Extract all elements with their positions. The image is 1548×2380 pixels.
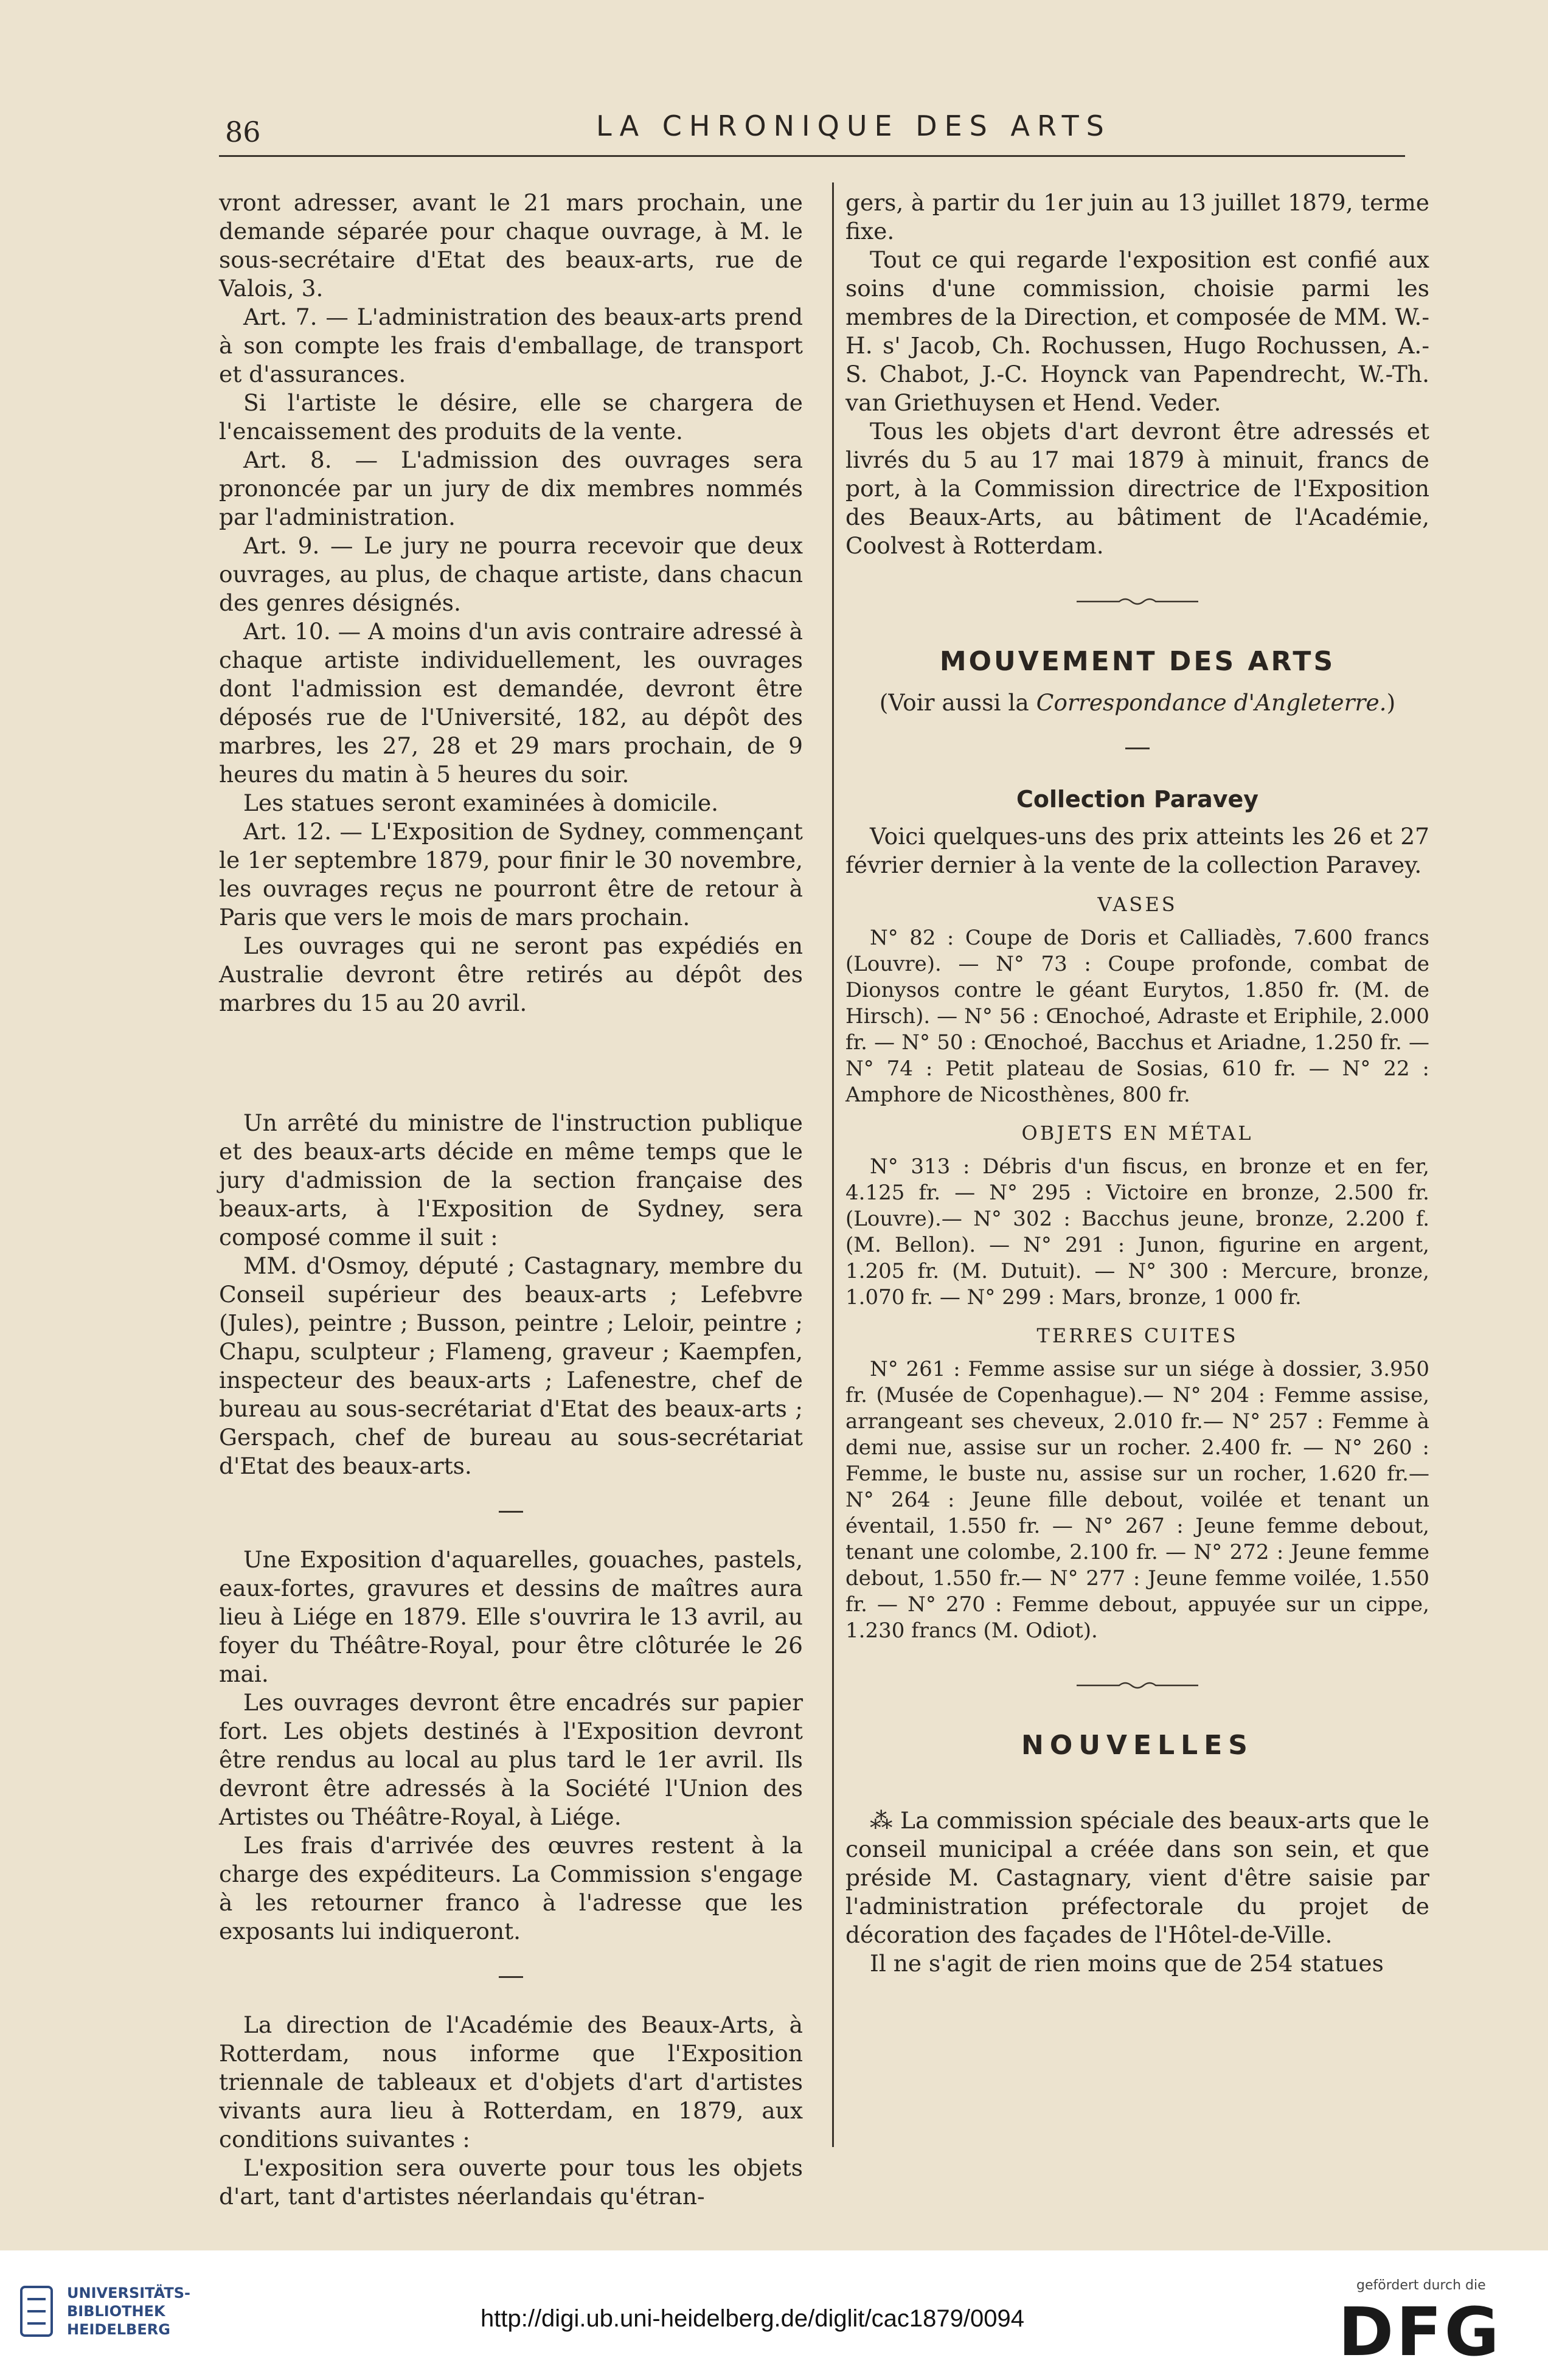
separator-dash [219, 1961, 803, 1990]
paragraph: Si l'artiste le désire, elle se chargera de l'encaissement des produits de la vente. [219, 389, 803, 445]
paragraph: N° 82 : Coupe de Doris et Calliadès, 7.600 francs (Louvre). — N° 73 : Coupe profonde, combat de Dionysos contre le géant Eurytos, 1.850 fr. (M. de Hirsch). — N° 56 : Œnochoé, Adraste et Eriphile, 2.000 fr. — N° 50 : Œnochoé, Bacchus et Ariadne, 1.250 fr. — N° 74 : Petit plateau de Sosias, 610 fr. — N° 22 : Amphore de Nicosthènes, 800 fr. [845, 926, 1429, 1107]
institution-name: UNIVERSITÄTS- BIBLIOTHEK HEIDELBERG [67, 2285, 191, 2338]
subsection-heading: TERRES CUITES [1036, 1324, 1238, 1347]
paragraph: Les frais d'arrivée des œuvres restent à la charge des expéditeurs. La Commission s'engage à les retourner franco à l'adresse que les exposants lui indiqueront. [219, 1832, 803, 1945]
paragraph: Une Exposition d'aquarelles, gouaches, pastels, eaux-fortes, gravures et dessins de maîtres aura lieu à Liége en 1879. Elle s'ouvrira le 13 avril, au foyer du Théâtre-Royal, pour être clôturée le 26 mai. [219, 1546, 803, 1687]
left-column [219, 189, 803, 2211]
see-also-note: (Voir aussi la Correspondance d'Angleterre.) [879, 689, 1396, 716]
running-title: LA CHRONIQUE DES ARTS [596, 109, 1111, 142]
footer-bar [0, 2250, 1548, 2380]
subsection-heading: OBJETS EN MÉTAL [1021, 1122, 1254, 1145]
paragraph: Tous les objets d'art devront être adressés et livrés du 5 au 17 mai 1879 à minuit, francs de port, à la Commission directrice de l'Exposition des Beaux-Arts, au bâtiment de l'Académie, Coolvest à Rotterdam. [845, 418, 1429, 559]
separator-dash [219, 1496, 803, 1524]
dfg-logo: DFG [1338, 2293, 1502, 2371]
paragraph: ⁂ La commission spéciale des beaux-arts que le conseil municipal a créée dans son sein, et que préside M. Castagnary, vient d'être saisie par l'administration préfectorale du projet de décoration des façades de l'Hôtel-de-Ville. [845, 1807, 1429, 1948]
funding-label: gefördert durch die [1356, 2278, 1486, 2293]
collection-title: Collection Paravey [1016, 786, 1259, 813]
paragraph: Les ouvrages devront être encadrés sur papier fort. Les objets destinés à l'Exposition devront être rendus au local au plus tard le 1er avril. Ils devront être adressés à la Société l'Union des Artistes ou Théâtre-Royal, à Liége. [219, 1689, 803, 1830]
header-rule [219, 155, 1405, 157]
paragraph: Voici quelques-uns des prix atteints les 26 et 27 février dernier à la vente de la collection Paravey. [845, 823, 1429, 878]
separator-dash [845, 732, 1429, 761]
section-title: NOUVELLES [1021, 1730, 1254, 1761]
paragraph: N° 313 : Débris d'un fiscus, en bronze et en fer, 4.125 fr. — N° 295 : Victoire en bronze, 2.500 fr. (Louvre).— N° 302 : Bacchus jeune, bronze, 2.200 f. (M. Bellon). — N° 291 : Junon, figurine en argent, 1.205 fr. (M. Dutuit). — N° 300 : Mercure, bronze, 1.070 fr. — N° 299 : Mars, bronze, 1 000 fr. [845, 1154, 1429, 1310]
paragraph: Art. 8. — L'admission des ouvrages sera prononcée par un jury de dix membres nommés par l'administration. [219, 446, 803, 530]
university-seal-icon [18, 2284, 55, 2339]
paragraph: Art. 12. — L'Exposition de Sydney, commençant le 1er septembre 1879, pour finir le 30 novembre, les ouvrages reçus ne pourront être de retour à Paris que vers le mois de mars prochain. [219, 818, 803, 931]
paragraph: Art. 10. — A moins d'un avis contraire adressé à chaque artiste individuellement, les ouvrages dont l'admission est demandée, devront être déposés rue de l'Université, 182, au dépôt des marbres, les 27, 28 et 29 mars prochain, de 9 heures du matin à 5 heures du soir. [219, 618, 803, 788]
source-url-link[interactable]: http://digi.ub.uni-heidelberg.de/diglit/cac1879/0094 [481, 2305, 1024, 2332]
page-header [219, 91, 1405, 158]
paragraph: Art. 9. — Le jury ne pourra recevoir que deux ouvrages, au plus, de chaque artiste, dans chacun des genres désignés. [219, 532, 803, 616]
paragraph: Un arrêté du ministre de l'instruction publique et des beaux-arts décide en même temps que le jury d'admission de la section française des beaux-arts, à l'Exposition de Sydney, sera composé comme il suit : [219, 1109, 803, 1251]
subsection-heading: VASES [1097, 893, 1178, 916]
right-column [845, 189, 1429, 1978]
spacer [845, 1764, 1429, 1806]
paragraph: Les ouvrages qui ne seront pas expédiés en Australie devront être retirés au dépôt des marbres du 15 au 20 avril. [219, 932, 803, 1016]
ornament-divider [845, 1671, 1429, 1700]
paragraph: Art. 7. — L'administration des beaux-arts prend à son compte les frais d'emballage, de transport et d'assurances. [219, 304, 803, 387]
paragraph: L'exposition sera ouverte pour tous les objets d'art, tant d'artistes néerlandais qu'étran- [219, 2154, 803, 2210]
paragraph: gers, à partir du 1er juin au 13 juillet 1879, terme fixe. [845, 189, 1429, 245]
spacer [219, 1018, 803, 1109]
paragraph: vront adresser, avant le 21 mars prochain, une demande séparée pour chaque ouvrage, à M. le sous-secrétaire d'Etat des beaux-arts, rue de Valois, 3. [219, 189, 803, 302]
paragraph: MM. d'Osmoy, député ; Castagnary, membre du Conseil supérieur des beaux-arts ; Lefebvre (Jules), peintre ; Busson, peintre ; Leloir, peintre ; Chapu, sculpteur ; Flameng, graveur ; Kaempfen, inspecteur des beaux-arts ; Lafenestre, chef de bureau au sous-secrétariat d'Etat des beaux-arts ; Gerspach, chef de bureau au sous-secrétariat d'Etat des beaux-arts. [219, 1252, 803, 1479]
page-number: 86 [225, 116, 261, 148]
section-title: MOUVEMENT DES ARTS [939, 646, 1336, 677]
paragraph: La direction de l'Académie des Beaux-Arts, à Rotterdam, nous informe que l'Exposition triennale de tableaux et d'objets d'art d'artistes vivants aura lieu à Rotterdam, en 1879, aux conditions suivantes : [219, 2011, 803, 2153]
paragraph: N° 261 : Femme assise sur un siége à dossier, 3.950 fr. (Musée de Copenhague).— N° 204 : Femme assise, arrangeant ses cheveux, 2.010 fr.— N° 257 : Femme à demi nue, assise sur un rocher. 2.400 fr. — N° 260 : Femme, le buste nu, assise sur un rocher, 1.620 fr.— N° 264 : Jeune fille debout, voilée et tenant un éventail, 1.550 fr. — N° 267 : Jeune femme debout, tenant une colombe, 2.100 fr. — N° 272 : Jeune femme debout, 1.550 fr.— N° 277 : Jeune femme voilée, 1.550 fr. — N° 270 : Femme debout, appuyée sur un cippe, 1.230 francs (M. Odiot). [845, 1357, 1429, 1643]
paragraph: Tout ce qui regarde l'exposition est confié aux soins d'une commission, choisie parmi les membres de la Direction, et composée de MM. W.-H. s' Jacob, Ch. Rochussen, Hugo Rochussen, A.-S. Chabot, J.-C. Hoynck van Papendrecht, W.-Th. van Griethuysen et Hend. Veder. [845, 246, 1429, 416]
ornament-divider [845, 588, 1429, 616]
paragraph: Il ne s'agit de rien moins que de 254 statues [870, 1950, 1384, 1977]
column-divider [832, 182, 834, 2147]
paragraph: Les statues seront examinées à domicile. [243, 789, 719, 816]
